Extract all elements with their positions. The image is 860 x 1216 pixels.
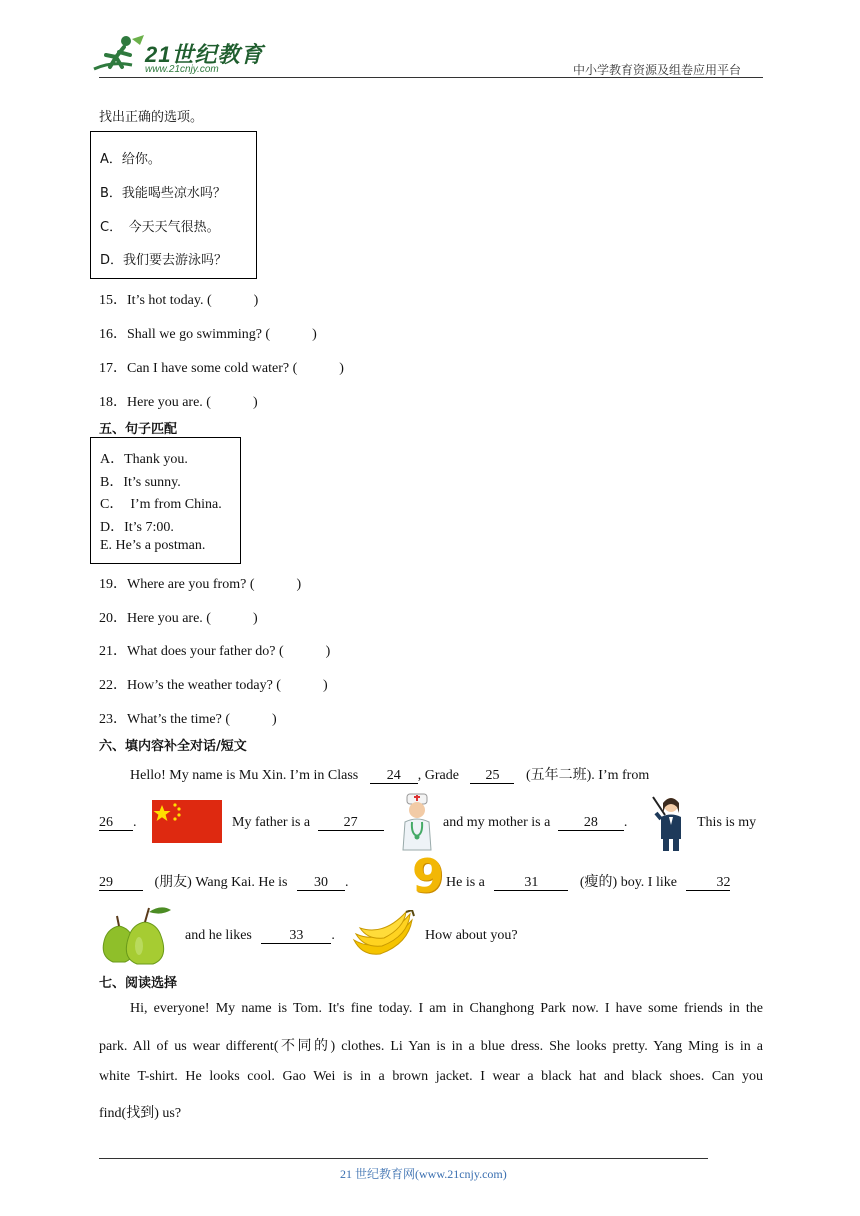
option-d: D．我们要去游泳吗？ xyxy=(100,253,228,268)
question-21: 21．What does your father do? ( ) xyxy=(99,644,331,659)
runner-logo-icon xyxy=(92,33,152,77)
section-6-title: 六、填内容补全对话/短文 xyxy=(99,739,247,754)
passage-line-2a xyxy=(232,815,384,831)
question-23: 23．What’s the time? ( ) xyxy=(99,712,277,727)
text: . xyxy=(345,875,349,890)
logo-text: 21世纪教育 xyxy=(145,42,264,67)
text: (瘦的) boy. I like xyxy=(579,875,677,890)
text: My father is a xyxy=(232,815,311,830)
passage-line-3b xyxy=(446,871,730,891)
text: (五年二班). I’m from xyxy=(525,768,650,783)
question-22: 22．How’s the weather today? ( ) xyxy=(99,678,328,693)
passage-line-4b: How about you? xyxy=(425,928,518,943)
reading-line-3: white T-shirt. He looks cool. Gao Wei is in a brown jacket. I wear a black hat and black shoes. Can you xyxy=(99,1069,763,1084)
china-flag-icon xyxy=(152,800,222,843)
passage-line-2c: This is my xyxy=(697,815,757,830)
text: . xyxy=(623,815,628,830)
text: (朋友) Wang Kai. He is xyxy=(154,875,288,890)
question-15: 15．It’s hot today. ( ) xyxy=(99,293,259,308)
reading-line-2: park. All of us wear different(不同的) clothes. Li Yan is in a blue dress. She looks pretty. Yang Ming is in a xyxy=(99,1039,763,1054)
option-b: B．我能喝些凉水吗？ xyxy=(100,186,226,201)
logo-url: www.21cnjy.com xyxy=(145,64,219,75)
question-19: 19．Where are you from? ( ) xyxy=(99,577,302,592)
option-c: C． I’m from China. xyxy=(100,497,222,512)
reading-line-4: find(找到) us? xyxy=(99,1106,182,1121)
blank-31: 31 xyxy=(494,875,568,891)
pears-icon xyxy=(99,902,179,966)
option-c: C． 今天天气很热。 xyxy=(100,220,220,235)
question-16: 16．Shall we go swimming? ( ) xyxy=(99,327,317,342)
option-d: D．It’s 7:00. xyxy=(100,520,174,535)
blank-32: 32 xyxy=(686,875,730,891)
option-b: B．It’s sunny. xyxy=(100,475,181,490)
question-18: 18．Here you are. ( ) xyxy=(99,395,258,410)
text: He is a xyxy=(446,875,485,890)
question-17: 17．Can I have some cold water? ( ) xyxy=(99,361,344,376)
text: , Grade xyxy=(417,768,459,783)
passage-line-4a xyxy=(185,928,335,944)
text: and my mother is a xyxy=(443,815,551,830)
blank-24: 24 xyxy=(370,768,418,784)
header-divider xyxy=(99,77,763,78)
option-e: E. He’s a postman. xyxy=(100,538,206,553)
option-a: A．Thank you. xyxy=(100,452,188,467)
doctor-icon xyxy=(397,792,437,852)
bananas-icon xyxy=(350,910,416,960)
blank-26: 26 xyxy=(99,815,133,831)
passage-line-3a xyxy=(99,871,349,891)
text: and he likes xyxy=(185,928,252,943)
text: . xyxy=(331,928,335,943)
footer-divider xyxy=(99,1158,708,1159)
section-7-title: 七、阅读选择 xyxy=(99,976,178,991)
reading-line-1: Hi, everyone! My name is Tom. It's fine today. I am in Changhong Park now. I have some friends in the xyxy=(130,1001,763,1016)
text: . xyxy=(133,815,137,830)
section-5-title: 五、句子匹配 xyxy=(99,422,178,437)
blank-28: 28 xyxy=(558,815,624,831)
option-a: A．给你。 xyxy=(100,152,161,167)
blank-29: 29 xyxy=(99,875,143,891)
options-box-5 xyxy=(90,437,241,564)
options-box-4 xyxy=(90,131,257,279)
blank-30: 30 xyxy=(297,875,345,891)
blank-25: 25 xyxy=(470,768,514,784)
blank-26-wrap xyxy=(99,815,137,831)
instruction: 找出正确的选项。 xyxy=(99,110,204,125)
blank-27: 27 xyxy=(318,815,384,831)
teacher-icon xyxy=(651,793,689,853)
question-20: 20．Here you are. ( ) xyxy=(99,611,258,626)
text: Hello! My name is Mu Xin. I’m in Class xyxy=(130,768,359,783)
passage-line-1 xyxy=(130,764,649,784)
footer-text: 21 世纪教育网(www.21cnjy.com) xyxy=(340,1167,507,1181)
passage-line-2b xyxy=(443,815,627,831)
blank-33: 33 xyxy=(261,928,331,944)
number-nine-icon: 9 xyxy=(412,849,445,903)
platform-name: 中小学教育资源及组卷应用平台 xyxy=(573,63,742,77)
